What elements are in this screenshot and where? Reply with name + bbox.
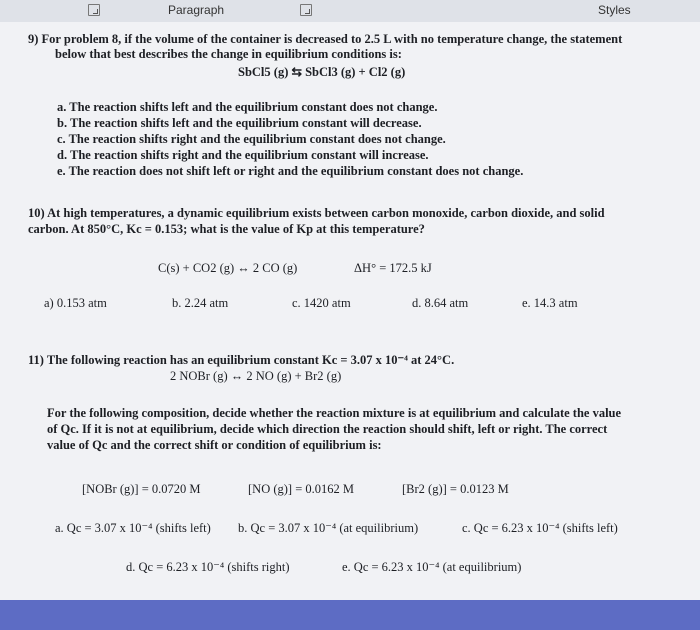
paragraph-launcher-icon[interactable] (300, 4, 312, 16)
q10-line2: carbon. At 850°C, Kc = 0.153; what is the value of Kp at this temperature? (28, 222, 425, 236)
q11-para3: value of Qc and the correct shift or condition of equilibrium is: (47, 438, 382, 452)
q10-option-d: d. 8.64 atm (412, 296, 469, 310)
q9-reaction: SbCl5 (g) ⇆ SbCl3 (g) + Cl2 (g) (238, 65, 406, 79)
styles-group-label: Styles (598, 3, 631, 17)
q9-line1: 9) For problem 8, if the volume of the container is decreased to 2.5 L with no temperature change, the statement (28, 32, 623, 46)
q9-option-d: d. The reaction shifts right and the equilibrium constant will increase. (57, 148, 429, 162)
q11-option-c: c. Qc = 6.23 x 10⁻⁴ (shifts left) (462, 521, 618, 535)
q10-enthalpy: ΔH° = 172.5 kJ (354, 261, 432, 275)
q9-option-c: c. The reaction shifts right and the equilibrium constant does not change. (57, 132, 446, 146)
q11-conc-br2: [Br2 (g)] = 0.0123 M (402, 482, 509, 496)
q9-option-e: e. The reaction does not shift left or right and the equilibrium constant does not change. (57, 164, 524, 178)
q11-reaction: 2 NOBr (g) ↔ 2 NO (g) + Br2 (g) (170, 369, 342, 383)
q11-conc-nobr: [NOBr (g)] = 0.0720 M (82, 482, 201, 496)
paragraph-group-label: Paragraph (168, 3, 225, 17)
q11-option-a: a. Qc = 3.07 x 10⁻⁴ (shifts left) (55, 521, 211, 535)
q9-option-a: a. The reaction shifts left and the equilibrium constant does not change. (57, 100, 438, 114)
document-page (0, 22, 700, 600)
q10-reaction: C(s) + CO2 (g) ↔ 2 CO (g) (158, 261, 298, 275)
ribbon-bar (0, 0, 700, 23)
q11-para1: For the following composition, decide whether the reaction mixture is at equilibrium and calculate the value (47, 406, 622, 420)
status-bar (0, 600, 700, 630)
q10-option-c: c. 1420 atm (292, 296, 351, 310)
q11-option-e: e. Qc = 6.23 x 10⁻⁴ (at equilibrium) (342, 560, 522, 574)
q10-option-b: b. 2.24 atm (172, 296, 229, 310)
dialog-launcher-icon[interactable] (88, 4, 100, 16)
q11-conc-no: [NO (g)] = 0.0162 M (248, 482, 354, 496)
q11-line1: 11) The following reaction has an equilibrium constant Kc = 3.07 x 10⁻⁴ at 24°C. (28, 353, 455, 367)
q9-option-b: b. The reaction shifts left and the equilibrium constant will decrease. (57, 116, 422, 130)
q11-para2: of Qc. If it is not at equilibrium, decide which direction the reaction should shift, left or right. The correct (47, 422, 608, 436)
q11-option-b: b. Qc = 3.07 x 10⁻⁴ (at equilibrium) (238, 521, 419, 535)
q10-line1: 10) At high temperatures, a dynamic equilibrium exists between carbon monoxide, carbon dioxide, and solid (28, 206, 605, 220)
q10-option-a: a) 0.153 atm (44, 296, 107, 310)
q9-line2: below that best describes the change in equilibrium conditions is: (55, 47, 402, 61)
q11-option-d: d. Qc = 6.23 x 10⁻⁴ (shifts right) (126, 560, 290, 574)
q10-option-e: e. 14.3 atm (522, 296, 578, 310)
